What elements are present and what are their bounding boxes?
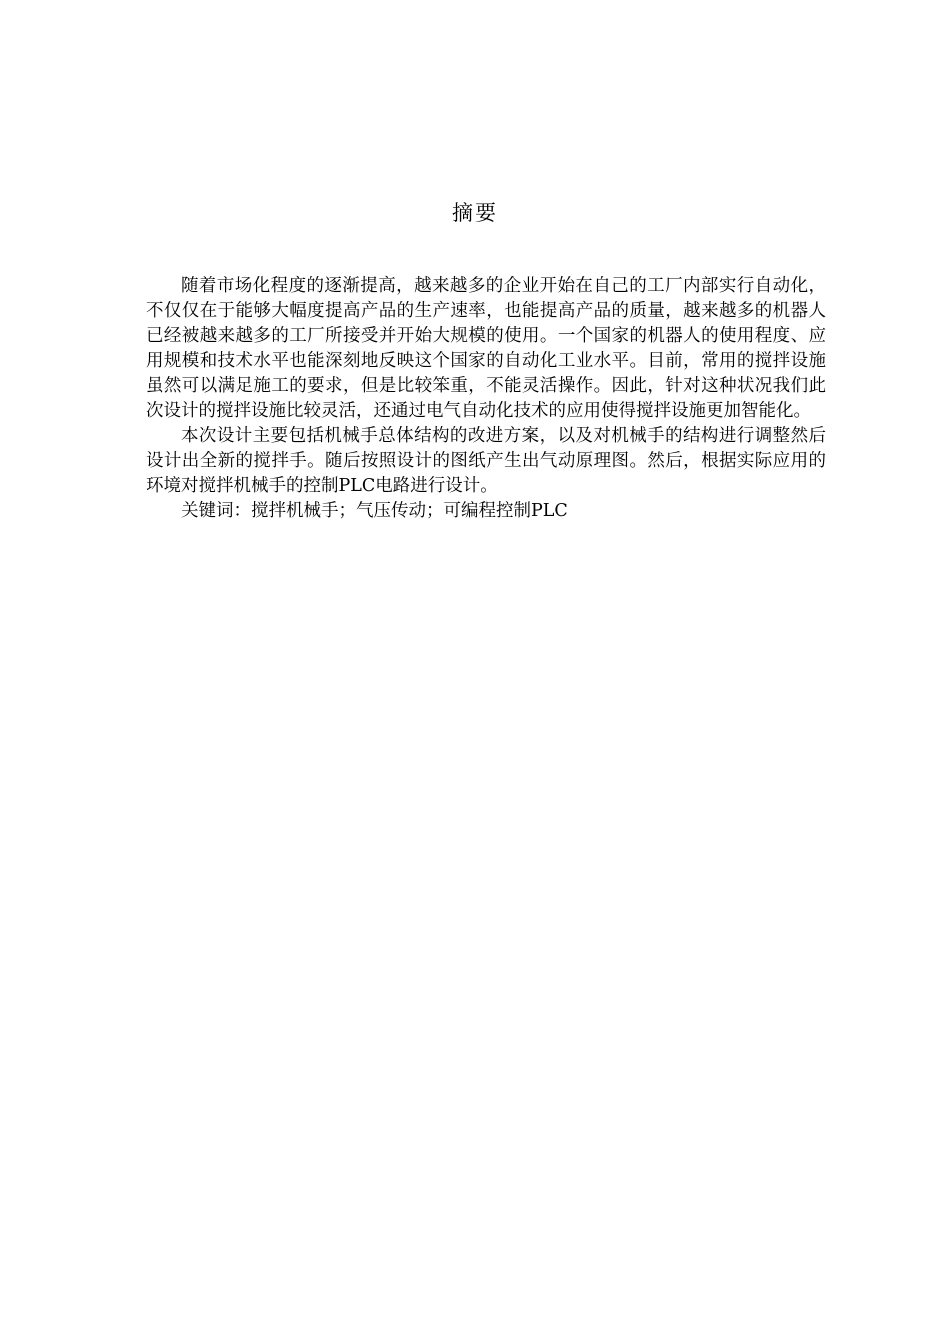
abstract-body bbox=[146, 274, 826, 524]
abstract-paragraph-1: 随着市场化程度的逐渐提高，越来越多的企业开始在自己的工厂内部实行自动化，不仅仅在于能够大幅度提高产品的生产速率，也能提高产品的质量，越来越多的机器人已经被越来越多的工厂所接受并开始大规模的使用。一个国家的机器人的使用程度、应用规模和技术水平也能深刻地反映这个国家的自动化工业水平。目前，常用的搅拌设施虽然可以满足施工的要求，但是比较笨重，不能灵活操作。因此，针对这种状况我们此次设计的搅拌设施比较灵活，还通过电气自动化技术的应用使得搅拌设施更加智能化。 bbox=[146, 276, 826, 421]
keywords-line: 关键词：搅拌机械手；气压传动；可编程控制PLC bbox=[181, 501, 568, 521]
abstract-paragraph-2: 本次设计主要包括机械手总体结构的改进方案，以及对机械手的结构进行调整然后设计出全新的搅拌手。随后按照设计的图纸产生出气动原理图。然后，根据实际应用的环境对搅拌机械手的控制PLC电路进行设计。 bbox=[146, 426, 826, 496]
page-title: 摘要 bbox=[452, 201, 498, 225]
